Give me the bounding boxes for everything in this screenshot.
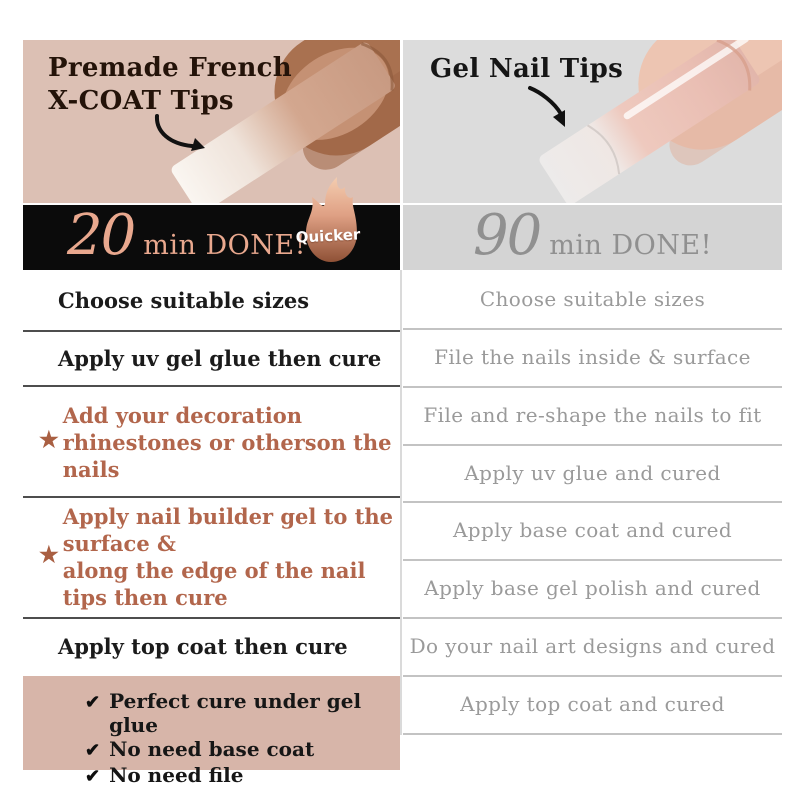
right-step-row <box>403 270 782 328</box>
left-step-row <box>23 270 400 330</box>
row-divider <box>403 733 782 735</box>
left-step-text-line1: Apply nail builder gel to the surface & <box>62 504 394 556</box>
left-step-text: Apply top coat then cure <box>58 634 348 659</box>
right-step-row <box>403 559 782 617</box>
right-step-text: File the nails inside & surface <box>434 345 751 369</box>
benefit-text: Perfect cure under gel glue <box>109 689 362 737</box>
right-step-text: Apply uv glue and cured <box>464 460 721 485</box>
right-time-bar <box>403 205 782 270</box>
right-step-text: Apply base gel polish and cured <box>424 576 761 600</box>
row-divider <box>23 385 400 387</box>
left-step-text-line2: rhinestones or otherson the nails <box>62 429 392 482</box>
curved-arrow-icon <box>518 82 580 132</box>
check-icon: ✔ <box>85 740 101 761</box>
column-divider <box>400 270 402 735</box>
left-step-text: Apply uv gel glue then cure <box>58 346 382 371</box>
right-step-row <box>403 617 782 675</box>
flame-icon <box>292 175 364 268</box>
left-product-title-line2: X-COAT Tips <box>48 86 234 116</box>
row-divider <box>23 496 400 498</box>
benefit-item <box>85 689 400 737</box>
left-product-title-line1: Premade French <box>48 53 293 83</box>
left-product-title <box>48 52 292 118</box>
left-step-text-line2: along the edge of the nail tips then cure <box>62 558 366 610</box>
right-step-row <box>403 386 782 444</box>
check-icon: ✔ <box>85 692 101 713</box>
right-step-text: Apply top coat and cured <box>460 692 725 716</box>
star-icon: ★ <box>39 542 59 568</box>
right-product-title: Gel Nail Tips <box>430 54 624 84</box>
right-step-row <box>403 328 782 386</box>
right-step-text: File and re-shape the nails to fit <box>423 403 762 427</box>
right-step-row <box>403 444 782 501</box>
left-step-row-highlight <box>23 499 400 615</box>
quicker-badge-label: Quicker <box>295 225 361 247</box>
left-time-unit: min DONE! <box>143 230 306 261</box>
right-product-photo-panel <box>403 40 782 203</box>
curved-arrow-icon <box>148 110 210 158</box>
right-time-unit: min DONE! <box>549 230 712 261</box>
left-time-number: 20 <box>67 203 135 268</box>
left-step-row-highlight <box>23 388 400 496</box>
benefit-item <box>85 763 400 789</box>
right-step-row <box>403 501 782 559</box>
benefit-text: No need file <box>109 763 244 787</box>
left-step-text-line1: Add your decoration <box>62 402 303 428</box>
benefit-item <box>85 737 400 763</box>
right-step-text: Choose suitable sizes <box>479 287 706 311</box>
benefits-box <box>23 676 400 787</box>
star-icon: ★ <box>39 427 59 453</box>
left-step-row <box>23 619 400 674</box>
right-step-row <box>403 675 782 733</box>
left-step-row <box>23 332 400 385</box>
left-step-text: Choose suitable sizes <box>58 287 310 313</box>
right-time-number: 90 <box>473 203 541 268</box>
check-icon: ✔ <box>85 766 101 787</box>
right-step-text: Do your nail art designs and cured <box>409 634 776 658</box>
benefit-text: No need base coat <box>109 737 315 761</box>
right-step-text: Apply base coat and cured <box>452 518 733 542</box>
